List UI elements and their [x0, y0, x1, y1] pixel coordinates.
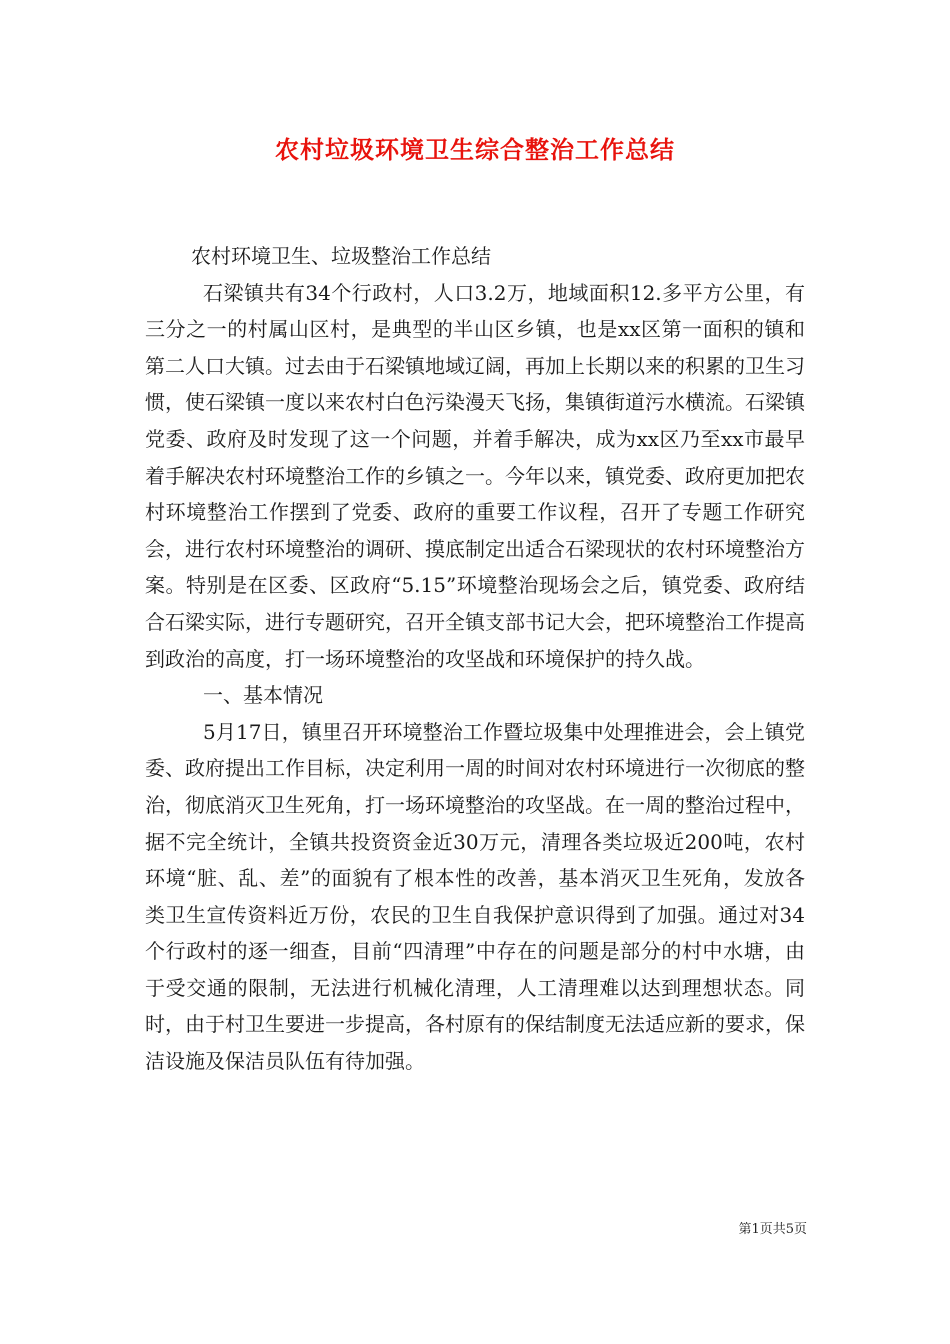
- page-number: 第1页共5页: [738, 1222, 807, 1237]
- document-title: 农村垃圾环境卫生综合整治工作总结: [275, 135, 675, 164]
- section-paragraph: 5月17日，镇里召开环境整治工作暨垃圾集中处理推进会，会上镇党委、政府提出工作目标，决定利用一周的时间对农村环境进行一次彻底的整治，彻底消灭卫生死角，打一场环境整治的攻坚战。在一周的整治过程中，据不完全统计，全镇共投资资金近30万元，清理各类垃圾近200吨，农村环境“脏、乱、差”的面貌有了根本性的改善，基本消灭卫生死角，发放各类卫生宣传资料近万份，农民的卫生自我保护意识得到了加强。通过对34个行政村的逐一细查，目前“四清理”中存在的问题是部分的村中水塘，由于受交通的限制，无法进行机械化清理，人工清理难以达到理想状态。同时，由于村卫生要进一步提高，各村原有的保结制度无法适应新的要求，保洁设施及保洁员队伍有待加强。: [145, 719, 805, 1074]
- intro-paragraph: 石梁镇共有34个行政村，人口3.2万，地域面积12.多平方公里，有三分之一的村属山区村，是典型的半山区乡镇，也是xx区第一面积的镇和第二人口大镇。过去由于石梁镇地域辽阔，再加上长期以来的积累的卫生习惯，使石梁镇一度以来农村白色污染漫天飞扬，集镇街道污水横流。石梁镇党委、政府及时发现了这一个问题，并着手解决，成为xx区乃至xx市最早着手解决农村环境整治工作的乡镇之一。今年以来，镇党委、政府更加把农村环境整治工作摆到了党委、政府的重要工作议程，召开了专题工作研究会，进行农村环境整治的调研、摸底制定出适合石梁现状的农村环境整治方案。特别是在区委、区政府“5.15”环境整治现场会之后，镇党委、政府结合石梁实际，进行专题研究，召开全镇支部书记大会，把环境整治工作提高到政治的高度，打一场环境整治的攻坚战和环境保护的持久战。: [145, 280, 805, 671]
- section-heading: 一、基本情况: [203, 683, 323, 708]
- subtitle-paragraph: 农村环境卫生、垃圾整治工作总结: [191, 244, 491, 268]
- document-body: [145, 238, 805, 1080]
